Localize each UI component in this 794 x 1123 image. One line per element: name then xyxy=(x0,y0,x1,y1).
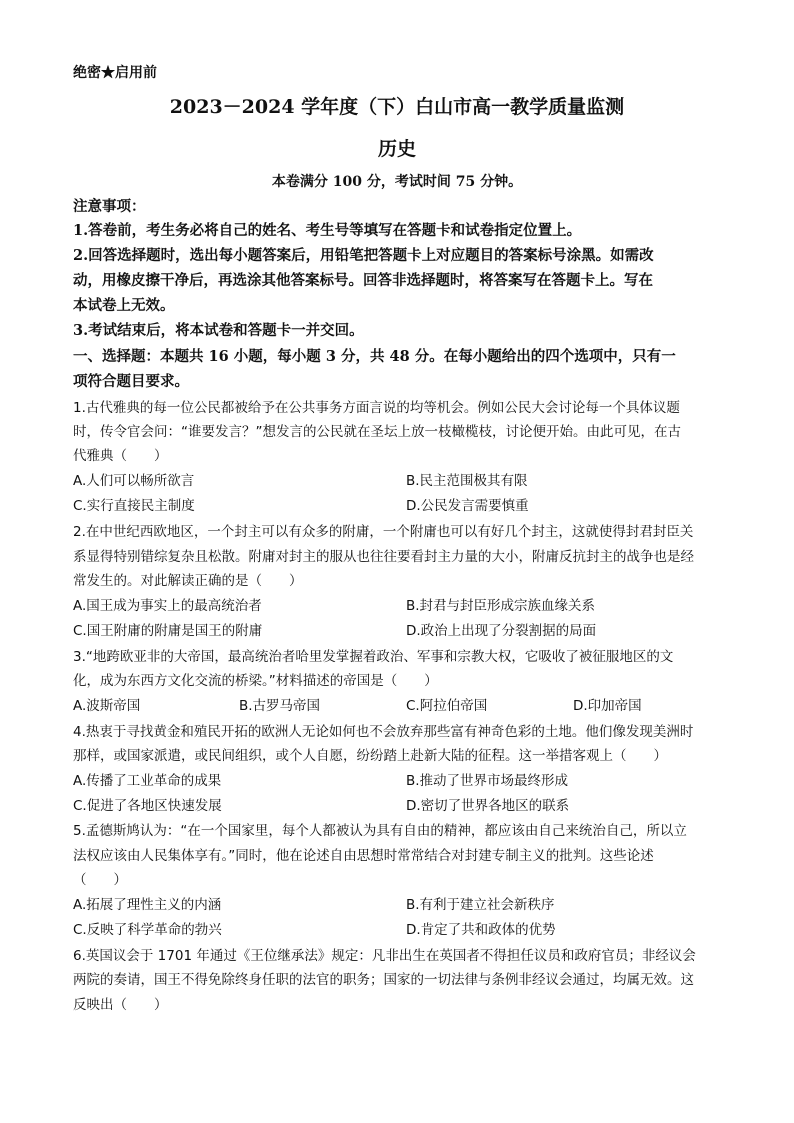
question-3-line-2: 化，成为东西方文化交流的桥梁。”材料描述的帝国是（ ） xyxy=(73,673,438,689)
note-2-line-1: 2.回答选择题时，选出每小题答案后，用铅笔把答题卡上对应题目的答案标号涂黑。如需改 xyxy=(73,247,654,264)
question-1-line-3: 代雅典（ ） xyxy=(73,448,168,464)
question-5-line-3: （ ） xyxy=(73,872,127,888)
question-1-option-a: A.人们可以畅所欲言 xyxy=(73,473,195,489)
subject-title: 历史 xyxy=(377,138,416,160)
question-2-line-1: 2.在中世纪西欧地区，一个封主可以有众多的附庸，一个附庸也可以有好几个封主，这就使得封君封臣关 xyxy=(73,524,694,540)
question-5-option-a: A.拓展了理性主义的内涵 xyxy=(73,897,222,913)
question-1-line-2: 时，传令官会问：“谁要发言？”想发言的公民就在圣坛上放一枝橄榄枝，讨论便开始。由此可见，在古 xyxy=(73,424,681,440)
question-1-option-d: D.公民发言需要慎重 xyxy=(406,498,529,514)
question-2-line-3: 常发生的。对此解读正确的是（ ） xyxy=(73,573,303,589)
question-6-line-3: 反映出（ ） xyxy=(73,997,168,1013)
note-2-line-3: 本试卷上无效。 xyxy=(73,297,175,314)
question-5-option-c: C.反映了科学革命的勃兴 xyxy=(73,922,222,938)
question-5-line-2: 法权应该由人民集体享有。”同时，他在论述自由思想时常常结合对封建专制主义的批判。这些论述 xyxy=(73,848,654,864)
question-5-line-1: 5.孟德斯鸠认为：“在一个国家里，每个人都被认为具有自由的精神，都应该由自己来统治自己，所以立 xyxy=(73,823,687,839)
question-2-option-c: C.国王附庸的附庸是国王的附庸 xyxy=(73,623,263,639)
question-3-option-c: C.阿拉伯帝国 xyxy=(406,698,488,714)
note-1: 1.答卷前，考生务必将自己的姓名、考生号等填写在答题卡和试卷指定位置上。 xyxy=(73,222,582,239)
note-3: 3.考试结束后，将本试卷和答题卡一并交回。 xyxy=(73,322,364,339)
question-3-line-1: 3.“地跨欧亚非的大帝国，最高统治者哈里发掌握着政治、军事和宗教大权，它吸收了被征服地区的文 xyxy=(73,649,674,665)
question-2-option-a: A.国王成为事实上的最高统治者 xyxy=(73,598,262,614)
question-3-option-a: A.波斯帝国 xyxy=(73,698,141,714)
question-1-option-c: C.实行直接民主制度 xyxy=(73,498,195,514)
question-4-line-1: 4.热衷于寻找黄金和殖民开拓的欧洲人无论如何也不会放弃那些富有神奇色彩的土地。他们像发现美洲时 xyxy=(73,724,694,740)
question-5-option-d: D.肯定了共和政体的优势 xyxy=(406,922,556,938)
question-4-option-d: D.密切了世界各地区的联系 xyxy=(406,798,570,814)
section-heading-line-2: 项符合题目要求。 xyxy=(73,373,189,390)
question-2-line-2: 系显得特别错综复杂且松散。附庸对封主的服从也往往要看封主力量的大小，附庸反抗封主的战争也是经 xyxy=(73,549,694,565)
question-1-line-1: 1.古代雅典的每一位公民都被给予在公共事务方面言说的均等机会。例如公民大会讨论每一个具体议题 xyxy=(73,400,680,416)
exam-info: 本卷满分 100 分，考试时间 75 分钟。 xyxy=(271,174,523,190)
notes-heading: 注意事项： xyxy=(73,198,146,215)
question-6-line-1: 6.英国议会于 1701 年通过《王位继承法》规定：凡非出生在英国者不得担任议员和政府官员；非经议会 xyxy=(73,948,696,964)
question-4-option-a: A.传播了工业革命的成果 xyxy=(73,773,222,789)
question-2-option-d: D.政治上出现了分裂割据的局面 xyxy=(406,623,597,639)
question-2-option-b: B.封君与封臣形成宗族血缘关系 xyxy=(406,598,596,614)
question-1-option-b: B.民主范围极其有限 xyxy=(406,473,528,489)
question-5-option-b: B.有利于建立社会新秩序 xyxy=(406,897,555,913)
question-3-option-d: D.印加帝国 xyxy=(573,698,642,714)
question-4-option-b: B.推动了世界市场最终形成 xyxy=(406,773,569,789)
confidential-mark: 绝密★启用前 xyxy=(73,65,157,81)
note-2-line-2: 动，用橡皮擦干净后，再选涂其他答案标号。回答非选择题时，将答案写在答题卡上。写在 xyxy=(73,272,653,289)
section-heading-line-1: 一、选择题：本题共 16 小题，每小题 3 分，共 48 分。在每小题给出的四个选项中，只有一 xyxy=(73,348,676,365)
question-3-option-b: B.古罗马帝国 xyxy=(239,698,321,714)
exam-title: 2023－2024 学年度（下）白山市高一教学质量监测 xyxy=(169,96,625,118)
question-4-option-c: C.促进了各地区快速发展 xyxy=(73,798,222,814)
question-4-line-2: 那样，或国家派遣，或民间组织，或个人自愿，纷纷踏上赴新大陆的征程。这一举措客观上（ ） xyxy=(73,748,667,764)
question-6-line-2: 两院的奏请，国王不得免除终身任职的法官的职务；国家的一切法律与条例非经议会通过，均属无效。这 xyxy=(73,972,694,988)
